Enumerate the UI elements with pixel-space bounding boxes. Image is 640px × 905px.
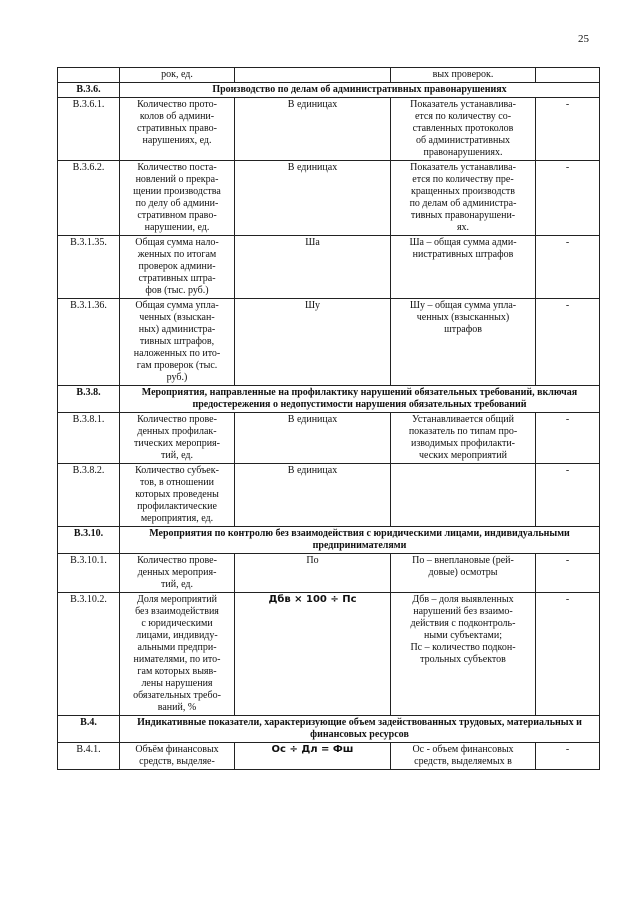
cell-desc [391,464,536,527]
table-row [58,593,600,716]
table-row [58,413,600,464]
page-number: 25 [578,33,589,45]
section-code: В.3.8. [58,386,120,413]
cell-formula [235,68,391,83]
cell-extra [536,68,600,83]
cell-code: В.3.10.1. [58,554,120,593]
cell-formula: В единицах [235,464,391,527]
section-title: Индикативные показатели, характеризующие объем задействованных трудовых, материальных и финансовых ресурсов [120,716,600,743]
cell-name: Количество прове- денных профилак- тических мероприя- тий, ед. [120,413,235,464]
table-row [58,299,600,386]
table-row-continued [58,68,600,83]
cell-formula: Дбв × 100 ÷ Пс [235,593,391,716]
cell-desc: Ша – общая сумма адми- нистративных штрафов [391,236,536,299]
cell-name: Общая сумма упла- ченных (взыскан- ных) администра- тивных штрафов, наложенных по ито- гам проверок (тыс. руб.) [120,299,235,386]
section-row [58,386,600,413]
cell-extra: - [536,413,600,464]
table-row [58,98,600,161]
cell-extra: - [536,236,600,299]
cell-code: В.3.8.2. [58,464,120,527]
cell-code: В.3.10.2. [58,593,120,716]
cell-name: Общая сумма нало- женных по итогам проверок админи- стративных штра- фов (тыс. руб.) [120,236,235,299]
cell-extra: - [536,743,600,770]
cell-desc: Шу – общая сумма упла- ченных (взысканных) штрафов [391,299,536,386]
cell-code [58,68,120,83]
cell-formula: Ша [235,236,391,299]
cell-formula: Ос ÷ Дл = Фш [235,743,391,770]
cell-name: Доля мероприятий без взаимодействия с юридическими лицами, индивиду- альными предпри- нимателями, по ито- гам которых выяв- лены нарушения обязательных требо- ваний, % [120,593,235,716]
section-title: Мероприятия, направленные на профилактику нарушений обязательных требований, включая предостережения о недопустимости нарушения обязательных требований [120,386,600,413]
indicator-table-body [58,68,600,770]
cell-code: В.3.1.36. [58,299,120,386]
cell-extra: - [536,554,600,593]
cell-desc: Устанавливается общий показатель по типам про- изводимых профилакти- ческих мероприятий [391,413,536,464]
section-row [58,83,600,98]
cell-code: В.4.1. [58,743,120,770]
cell-formula: По [235,554,391,593]
cell-desc: Дбв – доля выявленных нарушений без взаимо- действия с подконтроль- ными субъектами; Пс – количество подкон- трольных субъектов [391,593,536,716]
table-row [58,236,600,299]
table-row [58,464,600,527]
cell-name: рок, ед. [120,68,235,83]
cell-code: В.3.8.1. [58,413,120,464]
cell-name: Количество поста- новлений о прекра- щении производства по делу об админи- стративном право- нарушении, ед. [120,161,235,236]
section-code: В.3.6. [58,83,120,98]
section-title: Мероприятия по контролю без взаимодействия с юридическими лицами, индивидуальными предпринимателями [120,527,600,554]
cell-extra: - [536,464,600,527]
cell-formula: В единицах [235,413,391,464]
section-code: В.3.10. [58,527,120,554]
cell-name: Количество субъек- тов, в отношении которых проведены профилактические мероприятия, ед. [120,464,235,527]
cell-desc: По – внеплановые (рей- довые) осмотры [391,554,536,593]
cell-formula: В единицах [235,98,391,161]
cell-name: Количество прото- колов об админи- стративных право- нарушениях, ед. [120,98,235,161]
indicator-table [57,67,600,770]
cell-extra: - [536,98,600,161]
cell-desc: Показатель устанавлива- ется по количеству со- ставленных протоколов об административных правонарушениях. [391,98,536,161]
section-row [58,527,600,554]
table-row [58,743,600,770]
cell-code: В.3.6.1. [58,98,120,161]
cell-formula: Шу [235,299,391,386]
cell-desc: Ос - объем финансовых средств, выделяемых в [391,743,536,770]
cell-formula: В единицах [235,161,391,236]
cell-desc: вых проверок. [391,68,536,83]
section-code: В.4. [58,716,120,743]
cell-name: Количество прове- денных мероприя- тий, ед. [120,554,235,593]
table-row [58,554,600,593]
table-row [58,161,600,236]
cell-code: В.3.1.35. [58,236,120,299]
cell-extra: - [536,161,600,236]
section-title: Производство по делам об административных правонарушениях [120,83,600,98]
cell-extra: - [536,299,600,386]
cell-code: В.3.6.2. [58,161,120,236]
cell-name: Объём финансовых средств, выделяе- [120,743,235,770]
section-row [58,716,600,743]
cell-extra: - [536,593,600,716]
cell-desc: Показатель устанавлива- ется по количеству пре- кращенных производств по делам об администра- тивных правонарушени- ях. [391,161,536,236]
